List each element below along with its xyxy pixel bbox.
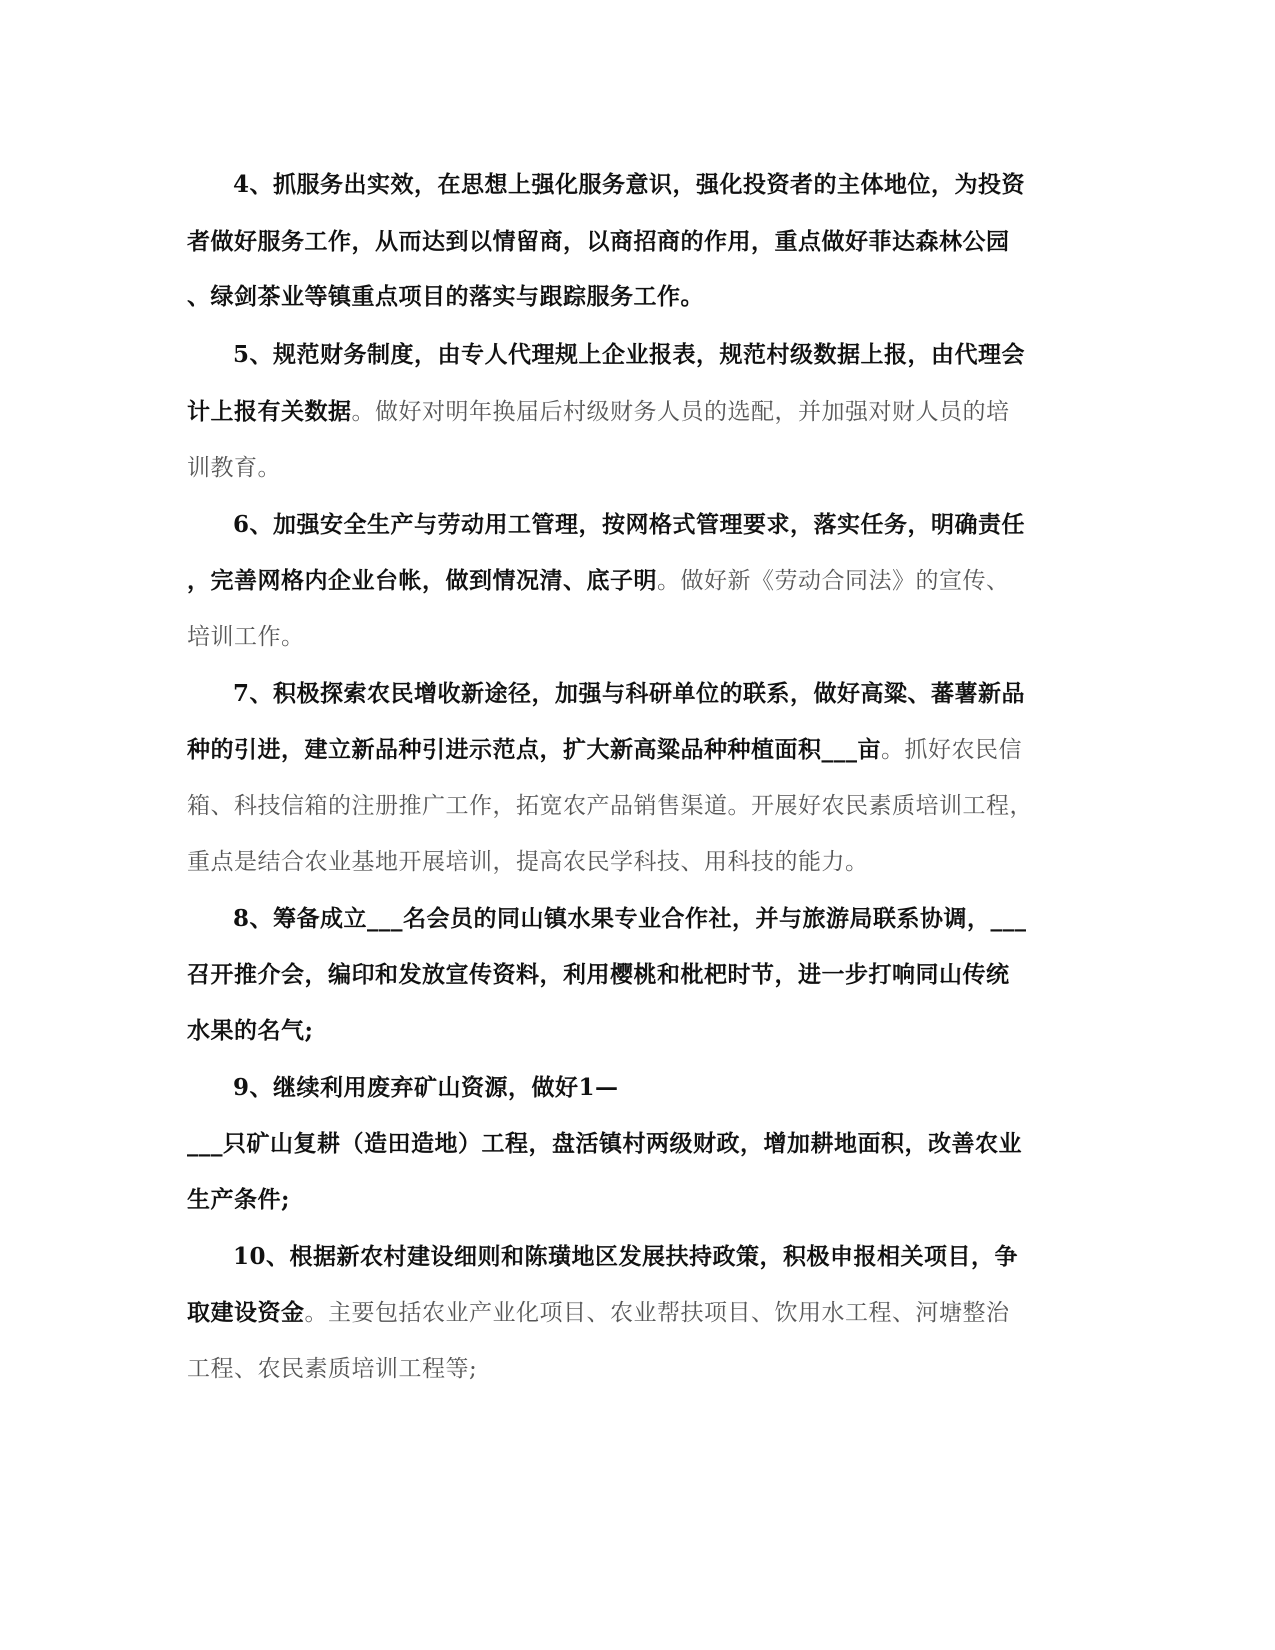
bold-text-run: ，完善网格内企业台帐，做到情况清、底子明 [187,567,657,594]
text-line [187,791,1033,821]
text-line [187,397,1010,427]
text-line [187,1016,314,1046]
text-line [187,847,869,877]
text-run: 。抓好农民信 [881,737,1022,763]
text-line [187,735,1022,765]
bold-text-run: 计上报有关数据 [187,398,352,425]
text-line [187,622,305,652]
text-line [187,1298,1010,1328]
text-line [187,566,1010,596]
text-line [187,227,1010,257]
text-run: 。主要包括农业产业化项目、农业帮扶项目、饮用水工程、河塘整治 [304,1300,1010,1326]
text-run: 。做好对明年换届后村级财务人员的选配，并加强对财人员的培 [351,399,1010,425]
bold-text-run: 8、筹备成立___名会员的同山镇水果专业合作社，并与旅游局联系协调，___ [233,905,1027,932]
text-line [187,1185,290,1215]
bold-text-run: 9、继续利用废弃矿山资源，做好1— [233,1074,619,1101]
text-line [233,1073,619,1103]
bold-text-run: 7、积极探索农民增收新途径，加强与科研单位的联系，做好高粱、蕃薯新品 [233,680,1026,707]
bold-text-run: ___只矿山复耕（造田造地）工程，盘活镇村两级财政，增加耕地面积，改善农业 [187,1130,1022,1157]
text-run: 训教育。 [187,455,281,481]
text-line [233,340,1025,370]
text-line [187,960,1010,990]
text-run: 培训工作。 [187,624,305,650]
text-line [233,1242,1018,1272]
text-run: 箱、科技信箱的注册推广工作，拓宽农产品销售渠道。开展好农民素质培训工程， [187,793,1033,819]
bold-text-run: 种的引进，建立新品种引进示范点，扩大新高粱品种种植面积___亩 [187,736,881,763]
text-line [187,1354,477,1384]
bold-text-run: 生产条件; [187,1186,290,1213]
bold-text-run: 5、规范财务制度，由专人代理规上企业报表，规范村级数据上报，由代理会 [233,341,1026,368]
text-line [187,453,281,483]
text-line [187,1129,1022,1159]
text-run: 重点是结合农业基地开展培训，提高农民学科技、用科技的能力。 [187,849,869,875]
bold-text-run: 6、加强安全生产与劳动用工管理，按网格式管理要求，落实任务，明确责任 [233,511,1026,538]
bold-text-run: 水果的名气; [187,1017,314,1044]
bold-text-run: 取建设资金 [187,1299,305,1326]
bold-text-run: 者做好服务工作，从而达到以情留商，以商招商的作用，重点做好菲达森林公园 [187,228,1010,255]
bold-text-run: 10、根据新农村建设细则和陈璜地区发展扶持政策，积极申报相关项目，争 [233,1243,1019,1270]
text-run: 。做好新《劳动合同法》的宣传、 [657,568,1010,594]
text-line [233,679,1025,709]
text-line [233,904,1027,934]
text-line [187,282,704,312]
text-line [233,510,1025,540]
bold-text-run: 4、抓服务出实效，在思想上强化服务意识，强化投资者的主体地位，为投资 [233,171,1026,198]
bold-text-run: 、绿剑茶业等镇重点项目的落实与跟踪服务工作。 [187,283,704,310]
bold-text-run: 召开推介会，编印和发放宣传资料，利用樱桃和枇杷时节，进一步打响同山传统 [187,961,1010,988]
text-line [233,170,1025,200]
text-run: 工程、农民素质培训工程等; [187,1356,478,1382]
